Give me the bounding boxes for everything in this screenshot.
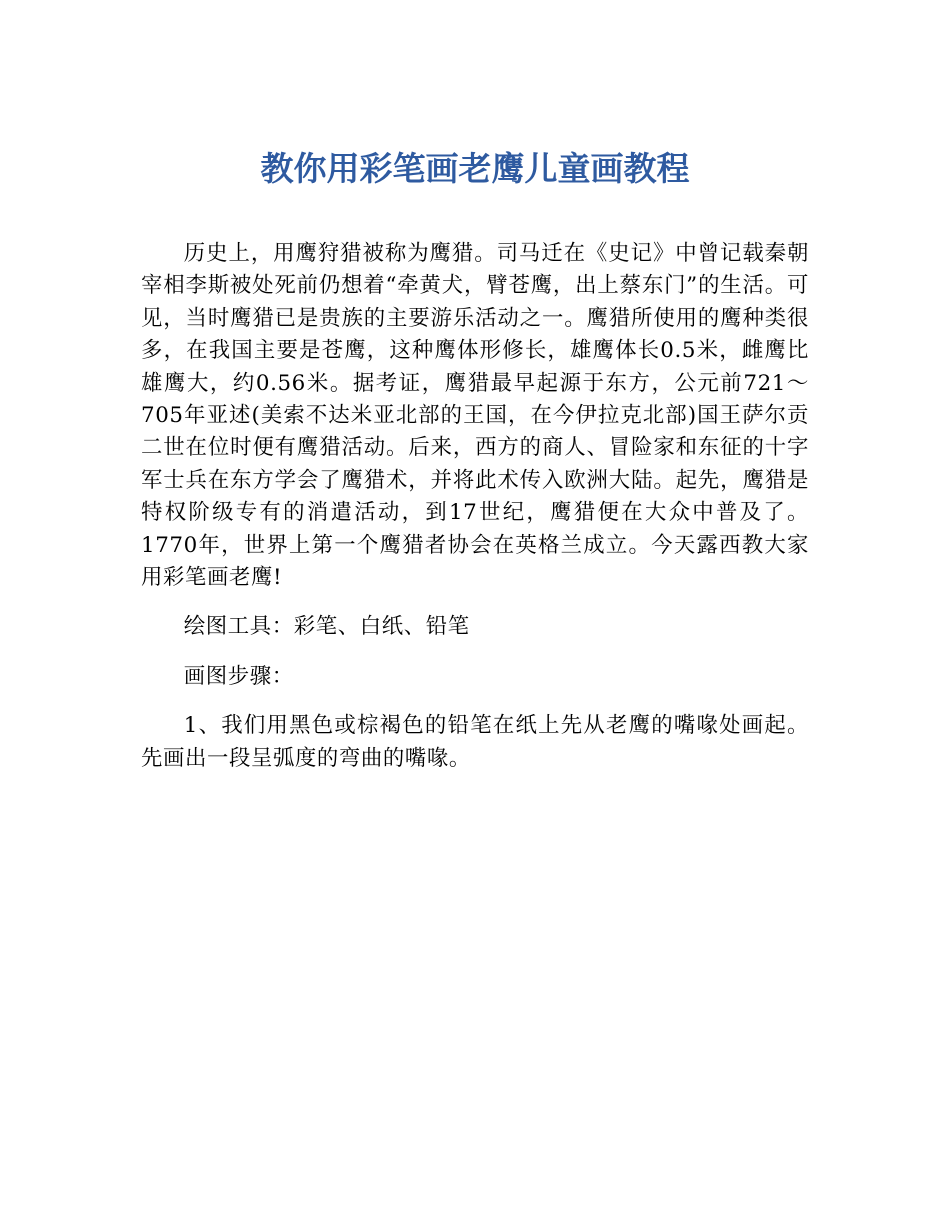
paragraph-steps-heading: 画图步骤： (183, 663, 294, 689)
document-body (141, 238, 809, 775)
paragraph-intro: 历史上，用鹰狩猎被称为鹰猎。司马迁在《史记》中曾记载秦朝宰相李斯被处死前仍想着“牵黄犬，臂苍鹰，出上蔡东门”的生活。可见，当时鹰猎已是贵族的主要游乐活动之一。鹰猎所使用的鹰种类很多，在我国主要是苍鹰，这种鹰体形修长，雄鹰体长0.5米，雌鹰比雄鹰大，约0.56米。据考证，鹰猎最早起源于东方，公元前721～705年亚述(美索不达米亚北部的王国，在今伊拉克北部)国王萨尔贡二世在位时便有鹰猎活动。后来，西方的商人、冒险家和东征的十字军士兵在东方学会了鹰猎术，并将此术传入欧洲大陆。起先，鹰猎是特权阶级专有的消遣活动，到17世纪，鹰猎便在大众中普及了。1770年，世界上第一个鹰猎者协会在英格兰成立。今天露西教大家用彩笔画老鹰! (141, 241, 809, 591)
paragraph-step-1: 1、我们用黑色或棕褐色的铅笔在纸上先从老鹰的嘴喙处画起。先画出一段呈弧度的弯曲的嘴喙。 (141, 713, 809, 771)
document-title: 教你用彩笔画老鹰儿童画教程 (260, 149, 690, 188)
paragraph-tools: 绘图工具：彩笔、白纸、铅笔 (183, 614, 470, 640)
